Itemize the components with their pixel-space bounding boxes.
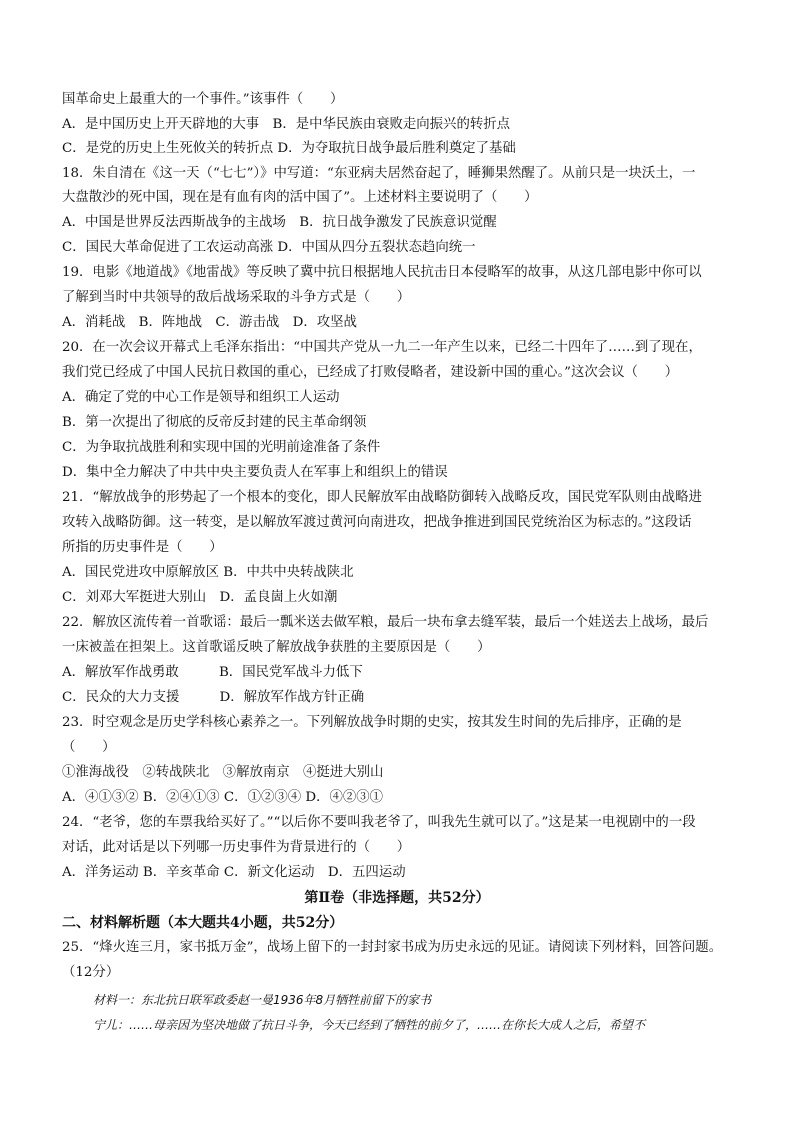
option-line: C．国民大革命促进了工农运动高涨 D．中国从四分五裂状态趋向统一	[62, 240, 476, 255]
option-line: C．是党的历史上生死攸关的转折点 D．为夺取抗日战争最后胜利奠定了基础	[62, 141, 516, 156]
question-18: 18．朱自清在《这一天（“七七”）》中写道：“东亚病夫居然奋起了，睡狮果然醒了。从前只是一块沃土，一	[62, 166, 696, 181]
question-25: 25．“烽火连三月，家书抵万金”，战场上留下的一封封家书成为历史永远的见证。请阅读下列材料，回答问题。	[62, 940, 723, 955]
option-line: A．是中国历史上开天辟地的大事 B．是中华民族由衰败走向振兴的转折点	[62, 117, 511, 132]
question-22: 22．解放区流传着一首歌谣：最后一瓢米送去做军粮，最后一块布拿去缝军装，最后一个娃送去上战场，最后	[62, 615, 709, 630]
text-line: 一床被盖在担架上。这首歌谣反映了解放战争获胜的主要原因是（ ）	[62, 640, 491, 655]
option-line: C．民众的大力支援 D．解放军作战方针正确	[62, 690, 365, 705]
letter-text: 宁儿：……母亲因为坚决地做了抗日斗争，今天已经到了牺牲的前夕了，……在你长大成人之后，希望不	[93, 1018, 646, 1032]
question-21: 21．“解放战争的形势起了一个根本的变化，即人民解放军由战略防御转入战略反攻，国民党军队则由战略进	[62, 490, 702, 505]
text-line: 攻转入战略防御。这一转变，是以解放军渡过黄河向南进攻，把战争推进到国民党统治区为标志的。”这段话	[62, 515, 692, 530]
text-line: 了解到当时中共领导的敌后战场采取的斗争方式是（ ）	[62, 290, 411, 305]
option-line: A．洋务运动 B．辛亥革命 C．新文化运动 D．五四运动	[62, 865, 406, 880]
text-line: 所指的历史事件是（ ）	[62, 540, 223, 555]
option-line: A．④①③② B．②④①③ C．①②③④ D．④②③①	[62, 790, 384, 805]
option-line: A．国民党进攻中原解放区 B．中共中央转战陕北	[62, 565, 354, 580]
option-line: C．为争取抗战胜利和实现中国的光明前途准备了条件	[62, 440, 381, 455]
option-line: D．集中全力解决了中共中央主要负责人在军事上和组织上的错误	[62, 465, 448, 480]
question-19: 19．电影《地道战》《地雷战》等反映了冀中抗日根据地人民抗击日本侵略军的故事，从这几部电影中你可以	[62, 265, 702, 280]
option-line: A．解放军作战勇敢 B．国民党军战斗力低下	[62, 665, 363, 680]
option-line: A．消耗战 B．阵地战 C．游击战 D．攻坚战	[62, 315, 357, 330]
text-line: （ ）	[62, 740, 116, 755]
option-line: A．确定了党的中心工作是领导和组织工人运动	[62, 390, 340, 405]
text-line: ①淮海战役 ②转战陕北 ③解放南京 ④挺进大别山	[62, 765, 384, 780]
option-line: C．刘邓大军挺进大别山 D．孟良崮上火如潮	[62, 590, 338, 605]
option-line: A．中国是世界反法西斯战争的主战场 B．抗日战争激发了民族意识觉醒	[62, 215, 497, 230]
part-heading: 第Ⅱ卷（非选择题，共52分）	[304, 890, 490, 906]
text-line: 国革命史上最重大的一个事件。”该事件（ ）	[62, 92, 344, 107]
option-line: B．第一次提出了彻底的反帝反封建的民主革命纲领	[62, 415, 367, 430]
question-23: 23．时空观念是历史学科核心素养之一。下列解放战争时期的史实，按其发生时间的先后排序，正确的是	[62, 715, 682, 730]
text-line: 对话，此对话是以下列哪一历史事件为背景进行的（ ）	[62, 840, 411, 855]
question-20: 20．在一次会议开幕式上毛泽东指出：“中国共产党从一九二一年产生以来，已经二十四年了……到了现在，	[62, 340, 702, 355]
material-title: 材料一：东北抗日联军政委赵一曼1936年8月牺牲前留下的家书	[93, 993, 432, 1007]
text-line: （12分）	[62, 965, 120, 980]
text-line: 我们党已经成了中国人民抗日救国的重心，已经成了打败侵略者，建设新中国的重心。”这次会议（ ）	[62, 365, 679, 380]
section-title: 二、材料解析题（本大题共4小题，共52分）	[62, 915, 344, 931]
text-line: 大盘散沙的死中国，现在是有血有肉的活中国了”。上述材料主要说明了（ ）	[62, 190, 538, 205]
question-24: 24．“老爷，您的车票我给买好了。”“以后你不要叫我老爷了，叫我先生就可以了。”这是某一电视剧中的一段	[62, 815, 696, 830]
